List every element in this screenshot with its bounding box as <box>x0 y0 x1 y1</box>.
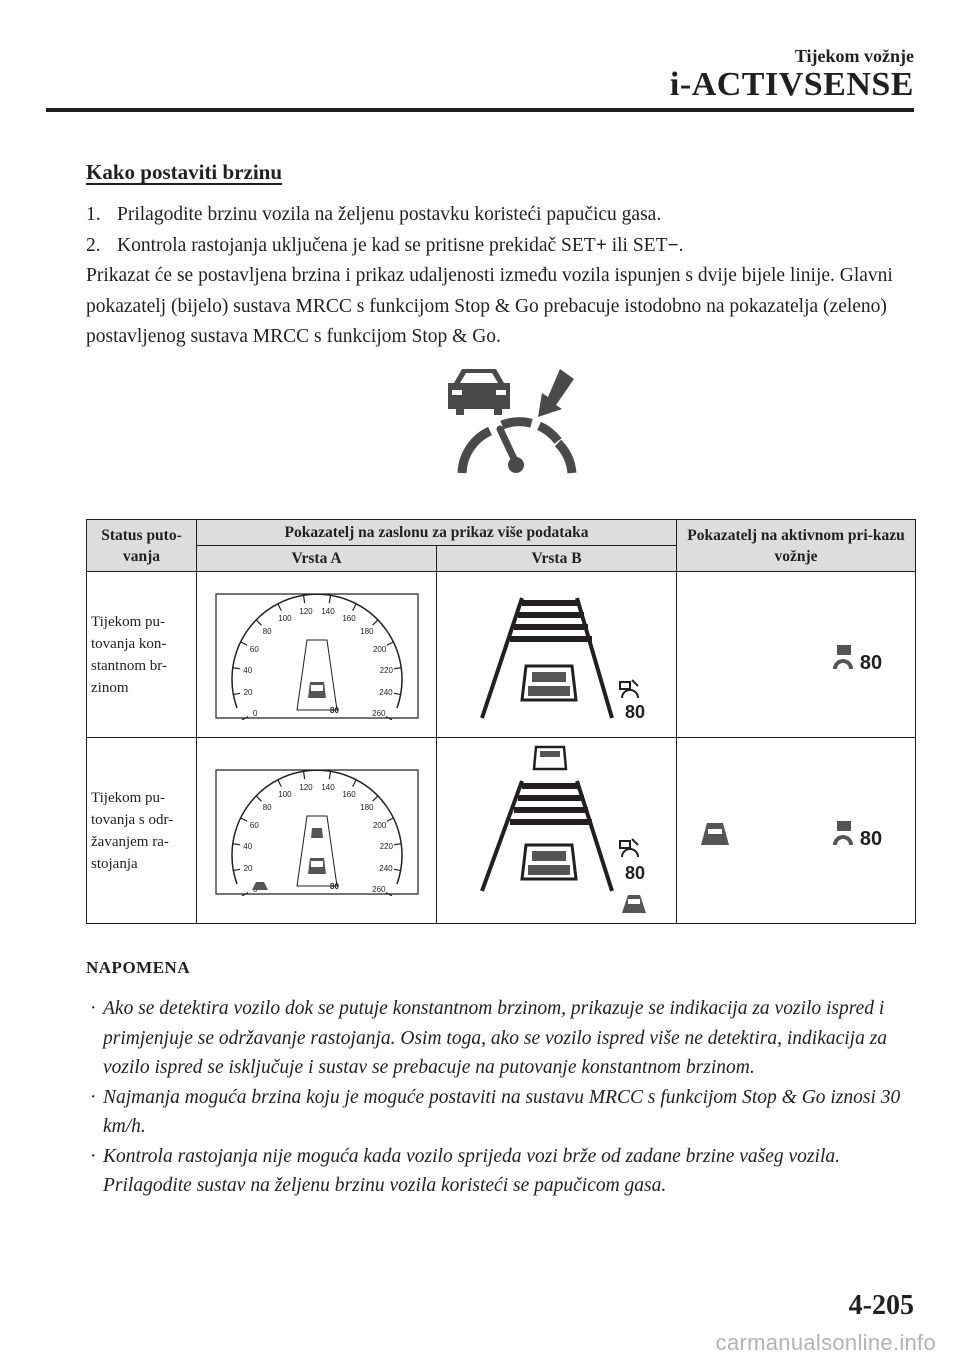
active-driving-display <box>681 801 911 861</box>
active-display-column-header: Pokazatelj na aktivnom pri-kazu vožnje <box>677 520 916 572</box>
gauge-tick <box>372 620 377 625</box>
gauge-tick-label: 180 <box>359 626 374 636</box>
note-text: Kontrola rastojanja nije moguća kada vozilo sprijeda vozi brže od zadane brzine vašeg vozila. Prilagodite sustav na željenu brzinu vozila koristeći se papučicom gasa. <box>103 1145 840 1196</box>
set-minus-symbol: − <box>667 234 679 256</box>
gauge-tick-label: 260 <box>371 884 385 894</box>
note-text: Ako se detektira vozilo dok se putuje konstantnom brzinom, prikazuje se indikacija za vozilo ispred i primjenjuje se održavanje rastojanja. Osim toga, ako se vozilo ispred više ne detektira, indikacija za vozilo ispred se isključuje i sustav se prebacuje na putovanje konstantnom brzinom. <box>103 998 888 1078</box>
gauge-tick-label: 120 <box>298 782 313 792</box>
mrcc-icon <box>833 645 853 669</box>
step-number: 2. <box>86 234 101 256</box>
distance-icon <box>622 895 646 913</box>
section-title: i-ACTIVSENSE <box>669 66 914 103</box>
speedometer-gauge <box>212 766 422 896</box>
type-b-display <box>437 572 677 738</box>
step-text-b: ili SET <box>606 234 668 256</box>
gauge-tick <box>240 818 246 821</box>
gauge-tick-label: 160 <box>341 613 356 623</box>
gauge-tick-label: 40 <box>242 665 252 675</box>
vehicle-ahead-icon <box>534 747 566 769</box>
gauge-tick-label: 60 <box>249 644 259 654</box>
bullet-icon: · <box>90 998 97 1019</box>
set-speed-value: 80 <box>859 827 883 850</box>
car-icon <box>522 666 576 700</box>
table-row <box>87 572 916 738</box>
gauge-tick-label: 100 <box>277 789 292 799</box>
gauge-tick-label: 140 <box>320 606 335 616</box>
gauge-tick-label: 140 <box>320 782 335 792</box>
gauge-tick <box>394 843 401 844</box>
set-speed-value: 80 <box>329 705 339 715</box>
gauge-tick-label: 160 <box>341 789 356 799</box>
distance-icon <box>701 823 729 845</box>
set-speed-value: 80 <box>624 862 645 883</box>
step-text <box>117 231 683 262</box>
indicator-table <box>86 519 916 924</box>
gauge-tick <box>352 604 355 610</box>
mrcc-icon <box>620 680 638 698</box>
gauge-tick <box>233 869 240 870</box>
type-a-header: Vrsta A <box>197 546 437 572</box>
gauge-tick-label: 260 <box>371 708 385 718</box>
bullet-icon: · <box>90 1086 97 1108</box>
note-item <box>90 994 916 1083</box>
gauge-tick <box>278 604 281 610</box>
step-text-a: Kontrola rastojanja uključena je kad se pritisne prekidač SET <box>117 234 596 256</box>
gauge-tick-label: 240 <box>378 863 393 873</box>
gauge-tick <box>256 620 261 625</box>
step-text: Prilagodite brzinu vozila na željenu postavku koristeći papučicu gasa. <box>117 204 662 225</box>
step-item <box>86 231 916 262</box>
gauge-tick-label: 220 <box>379 841 393 851</box>
gauge-tick-label: 80 <box>262 802 272 812</box>
speedometer-gauge <box>212 590 422 720</box>
gauge-tick-label: 220 <box>379 665 393 675</box>
chapter-title: Tijekom vožnje <box>794 46 914 66</box>
lane-display <box>452 590 662 720</box>
lane-display <box>452 741 662 921</box>
set-plus-symbol: + <box>595 234 607 256</box>
note-item <box>90 1142 916 1201</box>
distance-icon <box>252 882 268 890</box>
car-icon <box>308 858 326 874</box>
page-number: 4-205 <box>848 1290 914 1321</box>
gauge-tick <box>278 780 281 786</box>
type-a-display <box>197 572 437 738</box>
type-b-display <box>437 738 677 924</box>
gauge-tick-label: 240 <box>378 687 393 697</box>
page-header <box>670 46 914 103</box>
note-item <box>90 1083 916 1142</box>
vehicle-ahead-icon <box>311 828 323 838</box>
set-speed-value: 80 <box>624 701 645 720</box>
active-driving-display <box>681 625 911 685</box>
gauge-tick-label: 60 <box>249 820 259 830</box>
row-status-label: Tijekom pu-tovanja kon-stantnom br-zinom <box>87 572 197 738</box>
type-b-header: Vrsta B <box>437 546 677 572</box>
gauge-tick-label: 20 <box>243 687 252 697</box>
note-text: Najmanja moguća brzina koju je moguće postaviti na sustavu MRCC s funkcijom Stop & Go iznosi 30 km/h. <box>103 1086 901 1137</box>
table-row <box>87 738 916 924</box>
bullet-icon: · <box>90 1145 97 1167</box>
gauge-tick <box>232 667 239 668</box>
gauge-tick <box>386 642 392 645</box>
section-heading: Kako postaviti brzinu <box>86 160 283 184</box>
row-status-label: Tijekom pu-tovanja s odr-žavanjem ra-stojanja <box>87 738 197 924</box>
gauge-tick <box>233 693 240 694</box>
gauge-tick <box>329 596 330 603</box>
gauge-tick <box>393 693 400 694</box>
mrcc-icon <box>620 839 638 857</box>
gauge-tick <box>240 642 246 645</box>
status-column-header: Status puto-vanja <box>87 520 197 572</box>
gauge-tick-label: 180 <box>359 802 374 812</box>
set-speed-value: 80 <box>329 881 339 891</box>
gauge-tick <box>386 818 392 821</box>
gauge-tick-label: 100 <box>277 613 292 623</box>
set-speed-value: 80 <box>859 651 883 674</box>
notes-list <box>90 994 916 1201</box>
steps-list <box>86 200 916 353</box>
mrcc-icon <box>833 821 853 845</box>
gauge-tick <box>329 772 330 779</box>
gauge-tick <box>303 772 304 779</box>
gauge-tick <box>372 796 377 801</box>
car-icon <box>522 845 576 879</box>
step-continuation: Prikazat će se postavljena brzina i prikaz udaljenosti između vozila ispunjen s dvije bijele linije. Glavni pokazatelj (bijelo) sustava MRCC s funkcijom Stop & Go prebacuje istodobno na pokazatelja (zeleno) postavljenog sustava MRCC s funkcijom Stop & Go. <box>86 265 893 347</box>
gauge-tick <box>232 843 239 844</box>
car-icon <box>308 682 326 698</box>
header-rule <box>46 108 914 112</box>
gauge-tick <box>394 667 401 668</box>
gauge-tick <box>303 596 304 603</box>
gauge-tick-label: 0 <box>252 708 257 718</box>
gauge-tick-label: 120 <box>298 606 313 616</box>
gauge-tick <box>393 869 400 870</box>
active-display <box>677 738 916 924</box>
step-item <box>86 200 916 231</box>
note-title: NAPOMENA <box>86 958 191 977</box>
watermark: carmanualsonline.info <box>715 1330 936 1355</box>
gauge-tick-label: 20 <box>243 863 252 873</box>
gauge-tick-label: 200 <box>372 644 386 654</box>
gauge-tick <box>352 780 355 786</box>
gauge-tick-label: 200 <box>372 820 386 830</box>
gauge-tick-label: 40 <box>242 841 252 851</box>
type-a-display <box>197 738 437 924</box>
multi-display-column-header: Pokazatelj na zaslonu za prikaz više podataka <box>197 520 677 546</box>
step-text-c: . <box>678 234 684 256</box>
gauge-tick <box>256 796 261 801</box>
mrcc-stop-go-icon <box>432 365 578 481</box>
active-display <box>677 572 916 738</box>
gauge-tick-label: 80 <box>262 626 272 636</box>
step-number: 1. <box>86 204 101 225</box>
